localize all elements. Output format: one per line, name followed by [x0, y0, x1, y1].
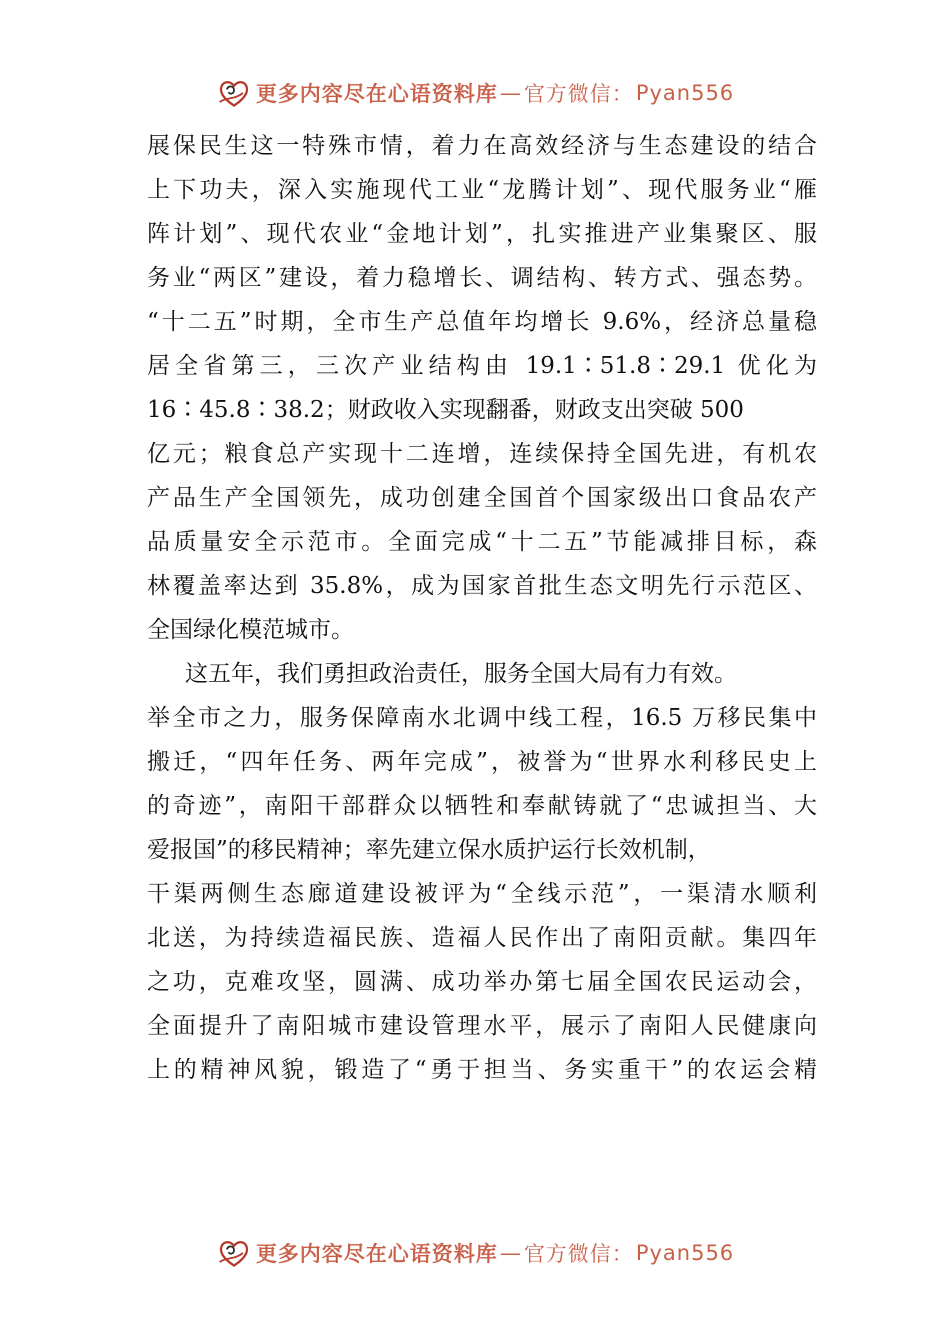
text-line: 品质量安全示范市。全面完成“十二五”节能减排目标，森 [147, 529, 817, 555]
text-line: 北送，为持续造福民族、造福人民作出了南阳贡献。集四年 [147, 925, 817, 951]
text-line: 全国绿化模范城市。 [147, 617, 354, 643]
text-line: 搬迁，“四年任务、两年完成”，被誉为“世界水利移民史上 [147, 749, 817, 775]
watermark-main-text: 更多内容尽在心语资料库 [255, 82, 498, 106]
heart-swirl-logo-icon [216, 1235, 252, 1271]
watermark-sub-text: 官方微信： [523, 1242, 634, 1266]
text-line: 爱报国”的移民精神；率先建立保水质护运行长效机制， [147, 837, 711, 863]
document-body [147, 124, 817, 1092]
footer-watermark [0, 1235, 950, 1271]
header-watermark [0, 75, 950, 111]
text-line: 的奇迹”，南阳干部群众以牺牲和奉献铸就了“忠诚担当、大 [147, 793, 817, 819]
text-line: 这五年，我们勇担政治责任，服务全国大局有力有效。 [185, 661, 737, 687]
text-line: 全面提升了南阳城市建设管理水平，展示了南阳人民健康向 [147, 1013, 817, 1039]
text-line: 上的精神风貌，锻造了“勇于担当、务实重干”的农运会精 [147, 1057, 817, 1083]
text-line: 干渠两侧生态廊道建设被评为“全线示范”，一渠清水顺利 [147, 881, 817, 907]
text-line: 上下功夫，深入实施现代工业“龙腾计划”、现代服务业“雁 [147, 177, 817, 203]
heart-swirl-logo-icon [216, 75, 252, 111]
text-line: 之功，克难攻坚，圆满、成功举办第七届全国农民运动会， [147, 969, 817, 995]
text-line: “十二五”时期，全市生产总值年均增长 9.6%，经济总量稳 [147, 309, 817, 335]
text-line: 16∶45.8∶38.2；财政收入实现翻番，财政支出突破 500 [147, 397, 744, 423]
text-line: 居全省第三，三次产业结构由 19.1∶51.8∶29.1 优化为 [147, 353, 817, 379]
text-line: 展保民生这一特殊市情，着力在高效经济与生态建设的结合 [147, 133, 817, 159]
watermark-sub-text: 官方微信： [523, 82, 634, 106]
watermark-dash: — [499, 81, 522, 105]
text-line: 林覆盖率达到 35.8%，成为国家首批生态文明先行示范区、 [147, 573, 817, 599]
text-line: 亿元；粮食总产实现十二连增，连续保持全国先进，有机农 [147, 441, 817, 467]
text-line: 举全市之力，服务保障南水北调中线工程，16.5 万移民集中 [147, 705, 817, 731]
watermark-account: Pyan556 [635, 1241, 735, 1265]
watermark-dash: — [499, 1241, 522, 1265]
watermark-main-text: 更多内容尽在心语资料库 [255, 1242, 498, 1266]
text-line: 务业“两区”建设，着力稳增长、调结构、转方式、强态势。 [147, 265, 817, 291]
text-line: 阵计划”、现代农业“金地计划”，扎实推进产业集聚区、服 [147, 221, 817, 247]
text-line: 产品生产全国领先，成功创建全国首个国家级出口食品农产 [147, 485, 817, 511]
watermark-account: Pyan556 [635, 81, 735, 105]
